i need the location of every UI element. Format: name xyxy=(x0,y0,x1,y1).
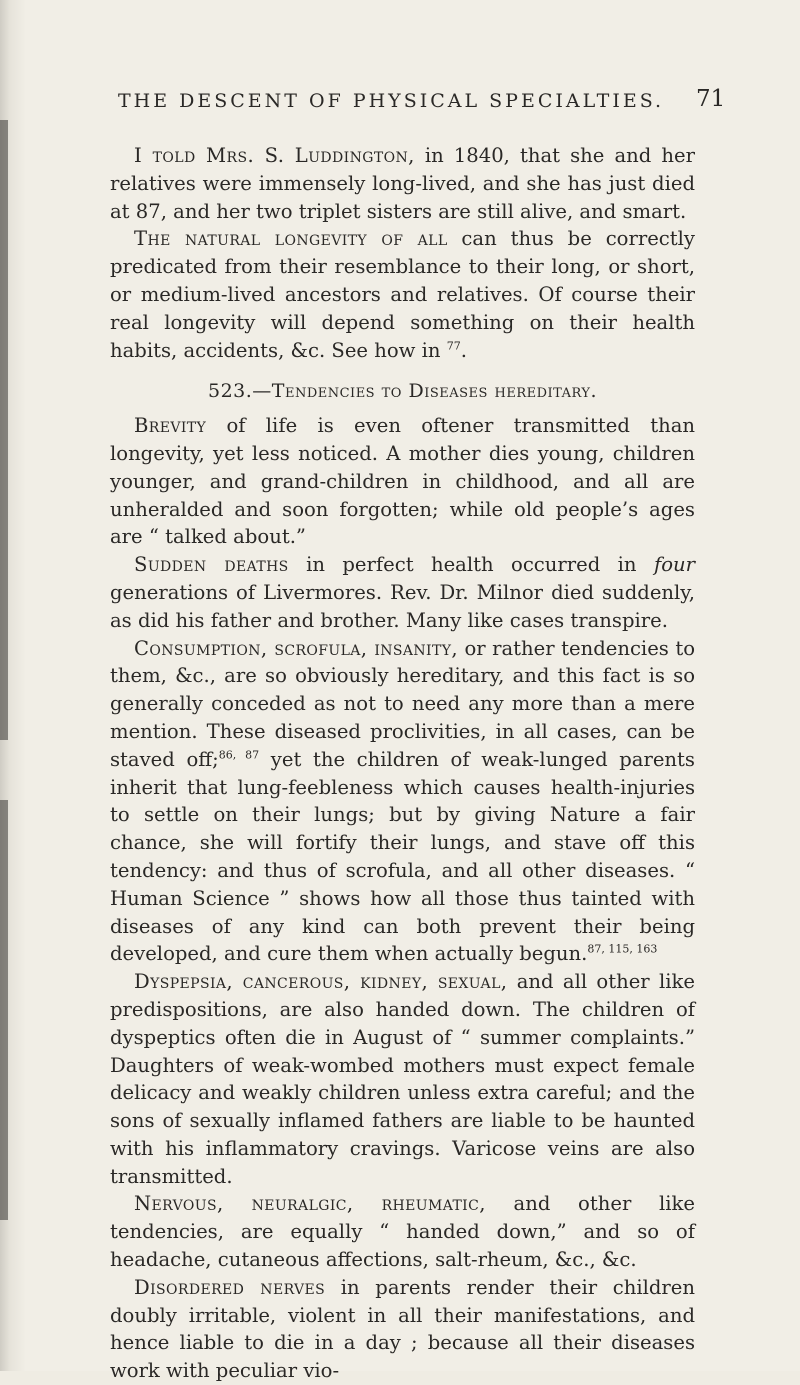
paragraph-text: in 1840, that she and her relatives were immensely long-lived, and she has just died at 87, and her two triplet sisters are still alive, and smart. xyxy=(110,144,695,223)
paragraph-text: or rather tendencies to them, &c., are so obviously hereditary, and this fact is so generally conceded as not to need any more than a mere mention. These diseased proclivities, in all cases, can be staved off; xyxy=(110,636,695,771)
paragraph xyxy=(110,968,695,1190)
paragraph-lead: Sudden deaths xyxy=(134,553,289,577)
paragraph-text: generations of Livermores. Rev. Dr. Milnor died suddenly, as did his father and brother. Many like cases transpire. xyxy=(110,580,695,632)
running-head: THE DESCENT OF PHYSICAL SPECIALTIES. xyxy=(118,90,665,112)
emphasis: four xyxy=(653,553,695,577)
paragraph xyxy=(110,142,695,225)
paragraph-end: . xyxy=(460,338,468,362)
paragraph-lead: The natural longevity of all xyxy=(134,227,448,251)
page-number: 71 xyxy=(696,86,726,112)
paragraph-lead: Consumption, scrofula, insanity, xyxy=(134,636,458,660)
paragraph-text: in perfect health occurred in xyxy=(288,553,654,577)
section-heading: 523.—Tendencies to Diseases hereditary. xyxy=(207,380,598,403)
paragraph xyxy=(110,635,695,969)
binding-shadow xyxy=(0,120,8,740)
paragraph-text: and all other like predispositions, are also handed down. The children of dyspeptics often die in August of “ summer complaints.” Daughters of weak-wombed mothers must expect female delicacy and weakly children unless extra careful; and the sons of sexually inflamed fathers are liable to be haunted with his inflammatory cravings. Varicose veins are also transmitted. xyxy=(110,970,695,1188)
paragraph xyxy=(110,1190,695,1273)
paragraph-text: and other like tendencies, are equally “ handed down,” and so of headache, cutaneous affections, salt-rheum, &c., &c. xyxy=(110,1192,695,1272)
footnote-ref: 86, 87 xyxy=(218,748,260,762)
footnote-ref: 77 xyxy=(446,339,461,353)
paragraph-lead: Dyspepsia, cancerous, kidney, sexual, xyxy=(134,970,508,994)
paragraph xyxy=(110,551,695,634)
binding-shadow xyxy=(0,800,8,1220)
footnote-ref: 87, 115, 163 xyxy=(587,942,658,956)
paragraph-lead: Disordered nerves xyxy=(134,1275,326,1299)
paragraph xyxy=(110,412,695,551)
paragraph-text: of life is even oftener transmitted than longevity, yet less noticed. A mother dies young, children younger, and grand-children in childhood, and all are unheralded and soon forgotten; while old people’s ages are “ talked about.” xyxy=(110,414,695,549)
page-header xyxy=(0,86,800,116)
paragraph-lead: Nervous, neuralgic, rheumatic, xyxy=(134,1192,486,1216)
paragraph-text: in parents render their children doubly irritable, violent in all their manifestations, and hence liable to die in a day ; because all their diseases work with peculiar vio- xyxy=(110,1275,695,1383)
page-body xyxy=(110,142,695,1385)
paragraph xyxy=(110,225,695,364)
paragraph-text: can thus be correctly predicated from their resemblance to their long, or short, or medium-lived ancestors and relatives. Of course their real longevity will depend something on their health habits, accidents, &c. See how in xyxy=(110,227,695,362)
paragraph-text: yet the children of weak-lunged parents inherit that lung-feebleness which causes health-injuries to settle on their lungs; but by giving Nature a fair chance, she will fortify their lungs, and stave off this tendency: and thus of scrofula, and all other diseases. “ Human Science ” shows how all those thus tainted with diseases of any kind can both prevent their being developed, and cure them when actually begun. xyxy=(110,747,695,966)
paragraph-lead: Brevity xyxy=(134,414,207,438)
paragraph-lead: I told Mrs. S. Luddington, xyxy=(134,144,415,167)
paragraph xyxy=(110,1274,695,1385)
